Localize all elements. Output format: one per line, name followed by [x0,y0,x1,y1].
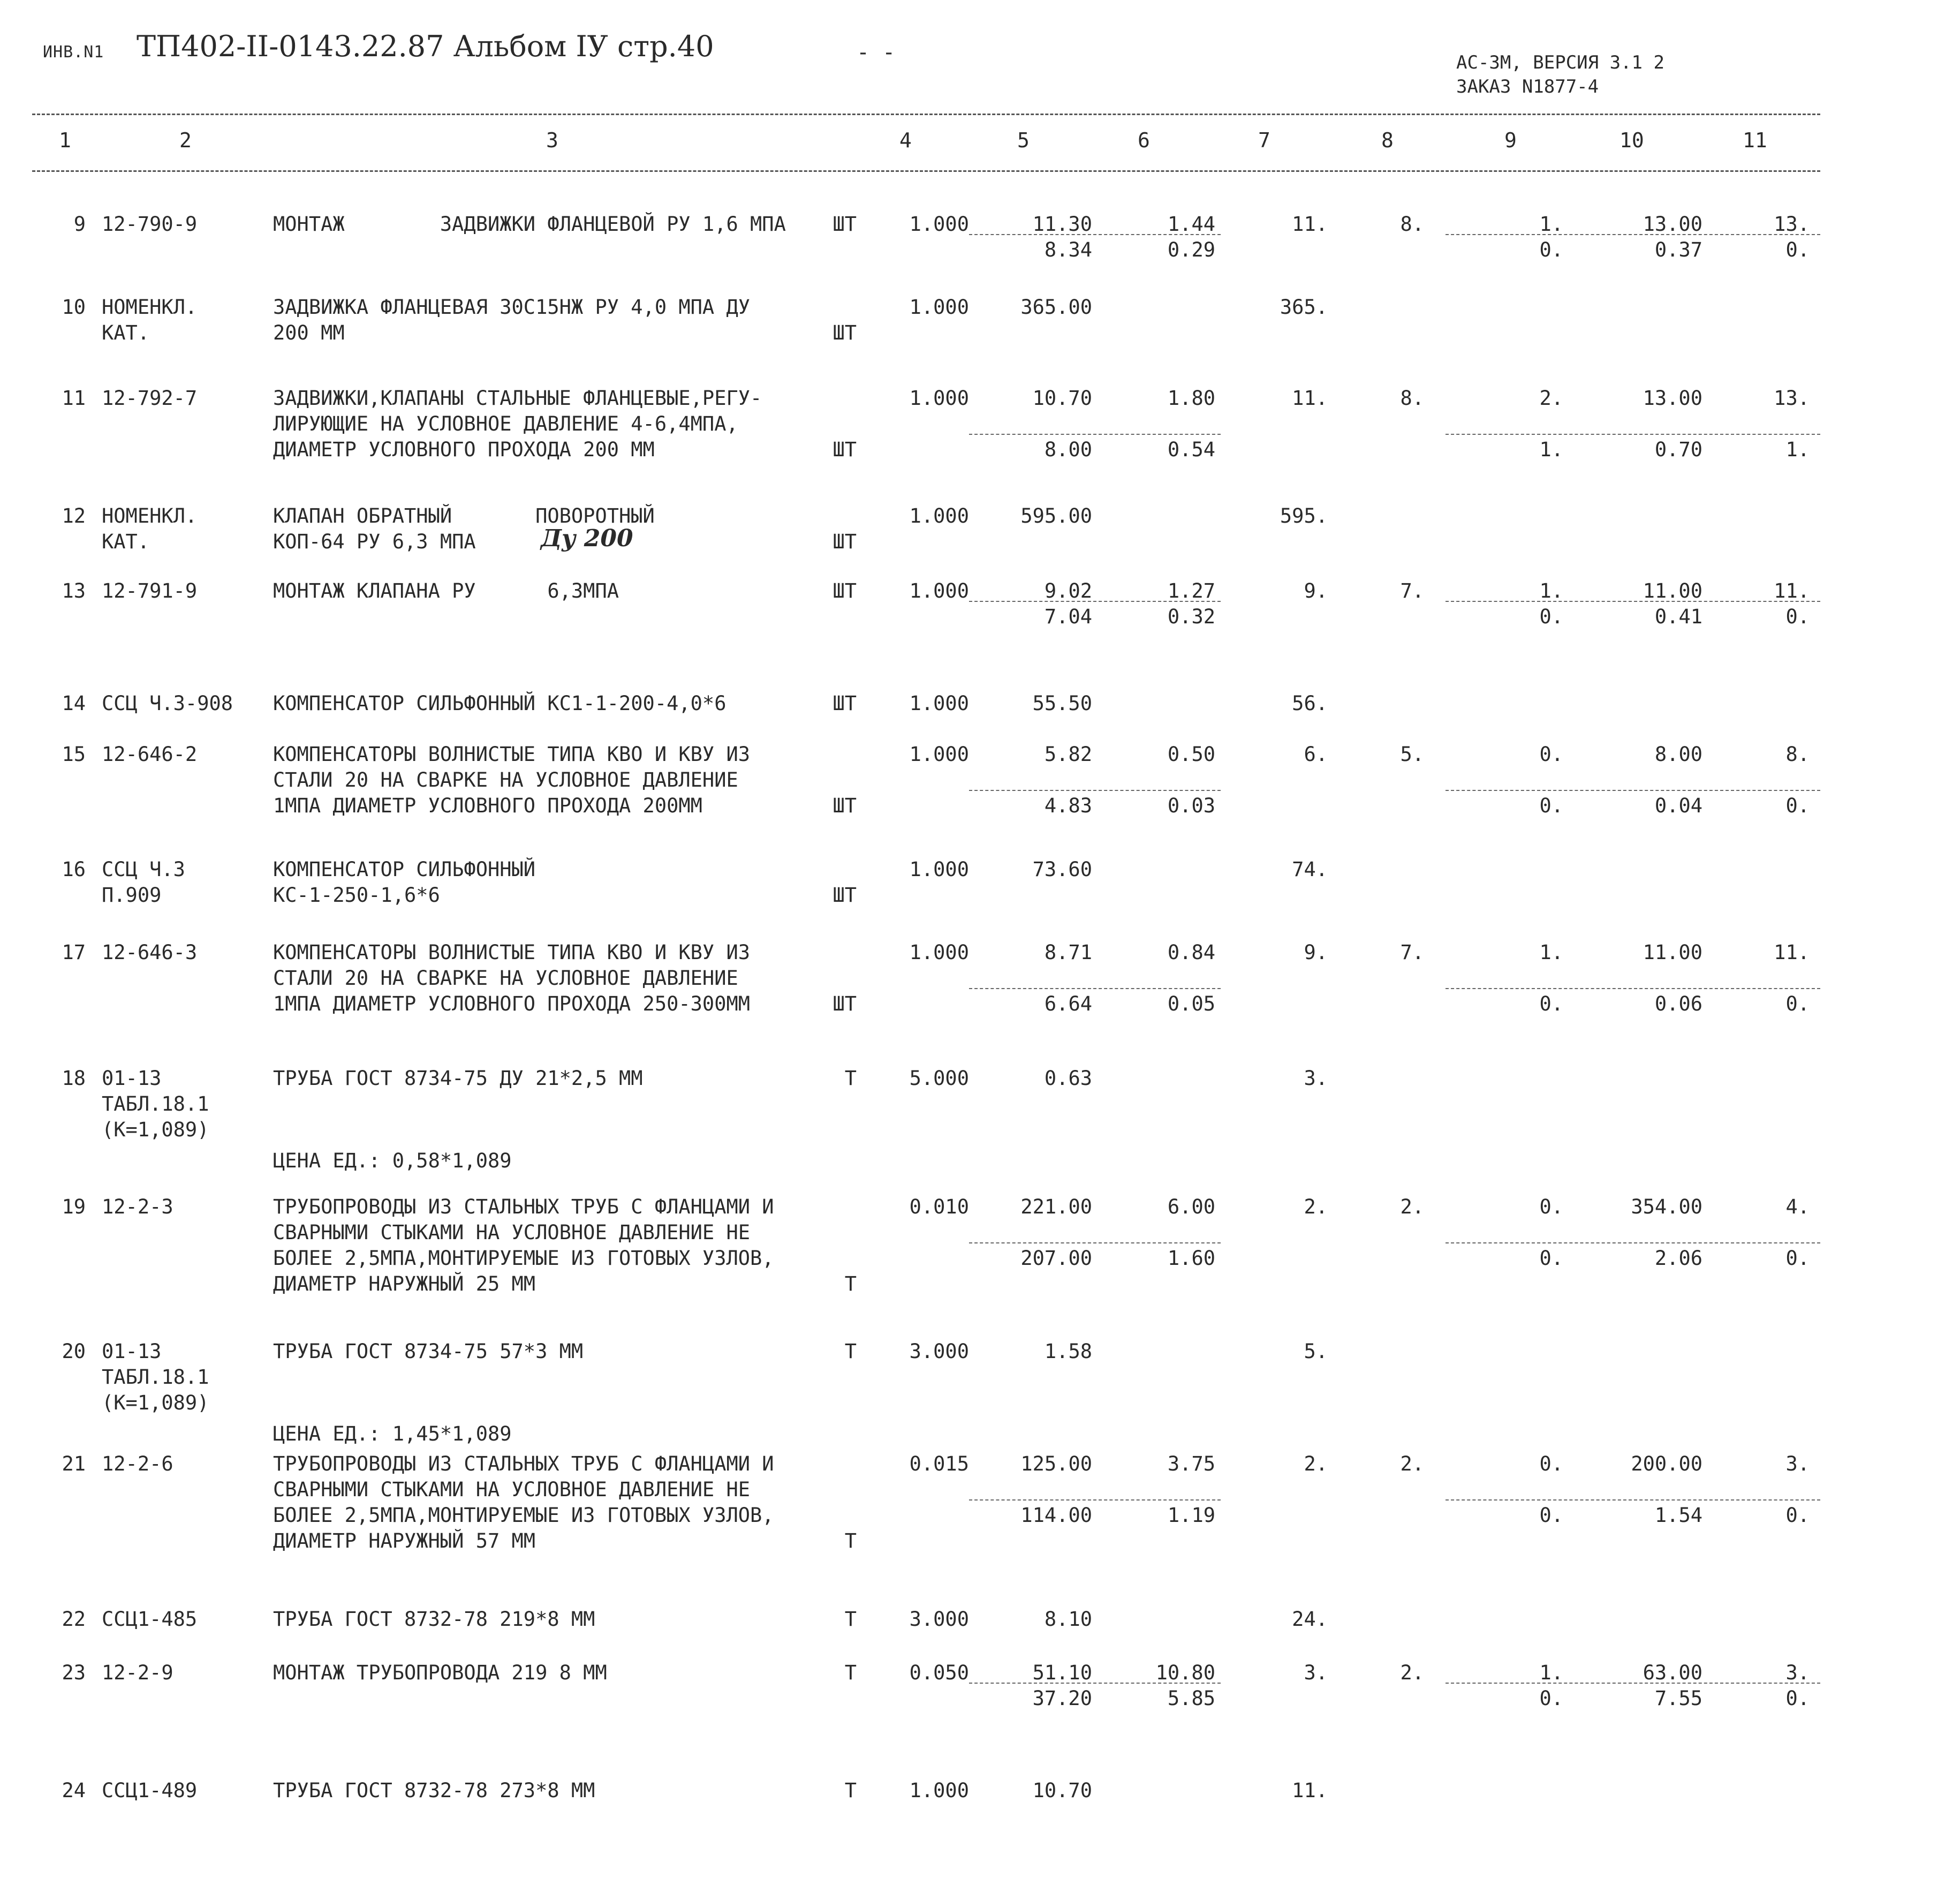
row-quantity: 1.000 [909,1779,969,1802]
row-cost-machines: 1.44 [1167,213,1215,236]
subtotal-divider [969,434,1221,435]
row-code: 12-792-7 [102,387,198,410]
row-total-11-sub: 0. [1785,605,1810,628]
row-code: ТАБЛ.18.1 [102,1092,209,1115]
row-total-11: 13. [1774,213,1810,236]
row-code: ССЦ Ч.3-908 [102,692,233,715]
row-number: 22 [62,1608,86,1631]
row-total-9: 0. [1539,1452,1563,1475]
subtotal-divider [1446,790,1820,791]
row-total-11: 3. [1785,1661,1810,1684]
row-cost-total: 73.60 [1032,858,1092,881]
row-quantity: 1.000 [909,941,969,964]
row-name: ТРУБОПРОВОДЫ ИЗ СТАЛЬНЫХ ТРУБ С ФЛАНЦАМИ И [273,1195,774,1218]
row-total-9: 1. [1539,941,1563,964]
row-name: СВАРНЫМИ СТЫКАМИ НА УСЛОВНОЕ ДАВЛЕНИЕ НЕ [273,1478,751,1501]
row-unit: ШТ [833,579,857,602]
subtotal-divider [969,1499,1221,1501]
row-quantity: 0.010 [909,1195,969,1218]
row-total-10-sub: 0.70 [1654,438,1702,461]
row-unit: ШТ [833,992,857,1015]
row-cost-machines: 0.84 [1167,941,1215,964]
row-total-11-sub: 0. [1785,794,1810,817]
system-version: АС-3М, ВЕРСИЯ 3.1 2 [1456,52,1664,73]
row-total-9: 1. [1539,213,1563,236]
row-total-10-sub: 0.37 [1654,238,1702,261]
row-name: БОЛЕЕ 2,5МПА,МОНТИРУЕМЫЕ ИЗ ГОТОВЫХ УЗЛОВ, [273,1247,774,1270]
row-name: ЛИРУЮЩИЕ НА УСЛОВНОЕ ДАВЛЕНИЕ 4-6,4МПА, [273,412,738,435]
row-quantity: 1.000 [909,213,969,236]
row-name: МОНТАЖ ТРУБОПРОВОДА 219 8 ММ [273,1661,607,1684]
row-total-7: 2. [1304,1452,1328,1475]
row-quantity: 1.000 [909,387,969,410]
row-wage-cost: 37.20 [1032,1687,1092,1710]
row-number: 16 [62,858,86,881]
subtotal-divider [969,988,1221,989]
table-row [0,1778,1960,1885]
row-code: 12-646-3 [102,941,198,964]
col-num-8: 8 [1381,129,1394,152]
row-total-9: 2. [1539,387,1563,410]
row-wage-cost: 4.83 [1044,794,1092,817]
col-num-3: 3 [546,129,558,152]
row-code: 12-2-3 [102,1195,173,1218]
row-total-7: 2. [1304,1195,1328,1218]
row-quantity: 3.000 [909,1340,969,1363]
row-total-10-sub: 0.41 [1654,605,1702,628]
col-num-2: 2 [179,129,192,152]
row-total-9-sub: 0. [1539,1247,1563,1270]
row-total-7: 24. [1292,1608,1328,1631]
row-name: ЗАДВИЖКИ,КЛАПАНЫ СТАЛЬНЫЕ ФЛАНЦЕВЫЕ,РЕГУ- [273,387,762,410]
subtotal-divider [1446,434,1820,435]
row-unit: Т [844,1272,857,1295]
row-total-10-sub: 7.55 [1654,1687,1702,1710]
inventory-label: ИНВ.N1 [43,43,104,62]
row-cost-total: 0.63 [1044,1067,1092,1090]
row-total-11-sub: 1. [1785,438,1810,461]
row-quantity: 5.000 [909,1067,969,1090]
row-name: ДИАМЕТР НАРУЖНЫЙ 57 ММ [273,1529,536,1552]
row-total-9-sub: 0. [1539,238,1563,261]
col-num-9: 9 [1504,129,1517,152]
row-number: 17 [62,941,86,964]
row-total-11-sub: 0. [1785,992,1810,1015]
row-cost-total: 1.58 [1044,1340,1092,1363]
row-name: ТРУБА ГОСТ 8732-78 273*8 ММ [273,1779,595,1802]
row-total-10: 13.00 [1643,387,1702,410]
row-total-10: 11.00 [1643,941,1702,964]
row-unit: Т [844,1779,857,1802]
row-name: КЛАПАН ОБРАТНЫЙ ПОВОРОТНЫЙ [273,504,655,527]
table-row [0,1066,1960,1173]
row-unit: Т [844,1608,857,1631]
table-row [0,1194,1960,1301]
row-unit: Т [844,1067,857,1090]
row-cost-total: 595.00 [1020,504,1092,527]
row-cost-machines: 0.50 [1167,743,1215,766]
table-row [0,1339,1960,1446]
row-total-9-sub: 0. [1539,992,1563,1015]
row-quantity: 1.000 [909,743,969,766]
row-total-11: 11. [1774,941,1810,964]
row-code: 12-791-9 [102,579,198,602]
row-wage-cost: 207.00 [1020,1247,1092,1270]
table-row [0,386,1960,493]
row-total-7: 11. [1292,1779,1328,1802]
col-num-11: 11 [1743,129,1767,152]
subtotal-divider [969,1242,1221,1243]
row-code: 01-13 [102,1340,162,1363]
row-name: КОМПЕНСАТОР СИЛЬФОННЫЙ КС1-1-200-4,0*6 [273,692,727,715]
row-code: ТАБЛ.18.1 [102,1366,209,1389]
row-cost-machines: 6.00 [1167,1195,1215,1218]
row-code: (К=1,089) [102,1391,209,1414]
row-total-9: 1. [1539,579,1563,602]
subtotal-divider [1446,988,1820,989]
row-code: (К=1,089) [102,1118,209,1141]
row-code: НОМЕНКЛ. [102,504,198,527]
row-cost-total: 10.70 [1032,1779,1092,1802]
subtotal-divider [1446,1499,1820,1501]
row-wage-machines: 0.05 [1167,992,1215,1015]
row-total-9-sub: 1. [1539,438,1563,461]
row-total-11-sub: 0. [1785,1687,1810,1710]
row-number: 14 [62,692,86,715]
subtotal-divider [969,790,1221,791]
row-quantity: 1.000 [909,858,969,881]
row-total-8: 5. [1400,743,1424,766]
subtotal-divider [969,1683,1221,1684]
row-total-9-sub: 0. [1539,794,1563,817]
order-number: ЗАКАЗ N1877-4 [1456,76,1599,97]
row-unit: ШТ [833,438,857,461]
row-total-8: 2. [1400,1195,1424,1218]
row-name: ТРУБОПРОВОДЫ ИЗ СТАЛЬНЫХ ТРУБ С ФЛАНЦАМИ И [273,1452,774,1475]
unit-price-note: ЦЕНА ЕД.: 0,58*1,089 [273,1149,512,1172]
row-total-9-sub: 0. [1539,605,1563,628]
row-name: КОМПЕНСАТОР СИЛЬФОННЫЙ [273,858,536,881]
row-cost-total: 5.82 [1044,743,1092,766]
row-name: КОМПЕНСАТОРЫ ВОЛНИСТЫЕ ТИПА КВО И КВУ ИЗ [273,941,751,964]
row-cost-total: 51.10 [1032,1661,1092,1684]
row-total-10: 354.00 [1631,1195,1702,1218]
dash-marks: - - [857,40,896,65]
row-unit: ШТ [833,213,857,236]
row-name: ТРУБА ГОСТ 8732-78 219*8 ММ [273,1608,595,1631]
row-name: 200 ММ [273,321,345,344]
row-total-9-sub: 0. [1539,1687,1563,1710]
row-wage-cost: 114.00 [1020,1504,1092,1527]
row-total-8: 7. [1400,941,1424,964]
row-wage-machines: 1.19 [1167,1504,1215,1527]
row-number: 24 [62,1779,86,1802]
row-wage-machines: 0.32 [1167,605,1215,628]
row-wage-machines: 1.60 [1167,1247,1215,1270]
subtotal-divider [969,234,1221,235]
row-total-8: 8. [1400,213,1424,236]
row-unit: ШТ [833,530,857,553]
row-name: КС-1-250-1,6*6 [273,884,440,907]
row-code: КАТ. [102,530,150,553]
row-code: 12-790-9 [102,213,198,236]
row-total-11: 11. [1774,579,1810,602]
row-total-11-sub: 0. [1785,238,1810,261]
row-unit: ШТ [833,692,857,715]
row-total-7: 3. [1304,1661,1328,1684]
row-total-7: 9. [1304,579,1328,602]
row-name: ДИАМЕТР УСЛОВНОГО ПРОХОДА 200 ММ [273,438,655,461]
row-cost-total: 365.00 [1020,296,1092,319]
row-wage-cost: 8.34 [1044,238,1092,261]
row-code: 01-13 [102,1067,162,1090]
row-name: БОЛЕЕ 2,5МПА,МОНТИРУЕМЫЕ ИЗ ГОТОВЫХ УЗЛОВ, [273,1504,774,1527]
row-cost-machines: 1.27 [1167,579,1215,602]
row-quantity: 1.000 [909,692,969,715]
row-wage-cost: 6.64 [1044,992,1092,1015]
row-number: 19 [62,1195,86,1218]
row-quantity: 3.000 [909,1608,969,1631]
row-name: СТАЛИ 20 НА СВАРКЕ НА УСЛОВНОЕ ДАВЛЕНИЕ [273,768,738,791]
col-num-6: 6 [1138,129,1150,152]
row-total-7: 74. [1292,858,1328,881]
row-unit: ШТ [833,884,857,907]
row-total-11: 4. [1785,1195,1810,1218]
row-total-7: 56. [1292,692,1328,715]
row-unit: ШТ [833,794,857,817]
document-title: ТП402-II-0143.22.87 Альбом IУ стр.40 [137,29,714,63]
row-total-11-sub: 0. [1785,1247,1810,1270]
row-total-9: 0. [1539,743,1563,766]
row-total-9-sub: 0. [1539,1504,1563,1527]
row-name: МОНТАЖ КЛАПАНА РУ 6,3МПА [273,579,619,602]
row-total-7: 365. [1280,296,1328,319]
table-row [0,940,1960,1047]
row-total-11: 3. [1785,1452,1810,1475]
col-num-5: 5 [1017,129,1030,152]
row-total-10-sub: 0.04 [1654,794,1702,817]
row-code: 12-2-9 [102,1661,173,1684]
row-total-9: 1. [1539,1661,1563,1684]
row-quantity: 1.000 [909,579,969,602]
row-name: 1МПА ДИАМЕТР УСЛОВНОГО ПРОХОДА 250-300ММ [273,992,751,1015]
row-name: КОМПЕНСАТОРЫ ВОЛНИСТЫЕ ТИПА КВО И КВУ ИЗ [273,743,751,766]
row-number: 9 [73,213,86,236]
subtotal-divider [969,601,1221,602]
row-total-11: 8. [1785,743,1810,766]
row-code: ССЦ Ч.3 [102,858,185,881]
row-cost-machines: 10.80 [1155,1661,1215,1684]
row-cost-total: 125.00 [1020,1452,1092,1475]
table-row [0,1451,1960,1558]
col-num-10: 10 [1620,129,1644,152]
row-cost-total: 221.00 [1020,1195,1092,1218]
row-quantity: 1.000 [909,296,969,319]
row-name: СВАРНЫМИ СТЫКАМИ НА УСЛОВНОЕ ДАВЛЕНИЕ НЕ [273,1221,751,1244]
row-number: 15 [62,743,86,766]
row-code: КАТ. [102,321,150,344]
row-number: 13 [62,579,86,602]
row-wage-machines: 5.85 [1167,1687,1215,1710]
row-unit: Т [844,1529,857,1552]
row-total-8: 2. [1400,1661,1424,1684]
row-total-7: 11. [1292,387,1328,410]
row-number: 23 [62,1661,86,1684]
handwritten-note: Ду 200 [541,525,633,552]
row-code: 12-2-6 [102,1452,173,1475]
row-code: НОМЕНКЛ. [102,296,198,319]
row-name: ТРУБА ГОСТ 8734-75 ДУ 21*2,5 ММ [273,1067,643,1090]
row-total-11-sub: 0. [1785,1504,1810,1527]
row-unit: Т [844,1340,857,1363]
subtotal-divider [1446,601,1820,602]
row-total-7: 11. [1292,213,1328,236]
row-code: ССЦ1-485 [102,1608,198,1631]
row-wage-machines: 0.03 [1167,794,1215,817]
row-wage-machines: 0.29 [1167,238,1215,261]
row-number: 21 [62,1452,86,1475]
row-number: 10 [62,296,86,319]
row-wage-machines: 0.54 [1167,438,1215,461]
row-quantity: 1.000 [909,504,969,527]
row-cost-total: 9.02 [1044,579,1092,602]
row-total-8: 2. [1400,1452,1424,1475]
row-total-11: 13. [1774,387,1810,410]
row-unit: ШТ [833,321,857,344]
row-total-10: 63.00 [1643,1661,1702,1684]
col-num-7: 7 [1258,129,1270,152]
row-quantity: 0.050 [909,1661,969,1684]
row-total-10-sub: 2.06 [1654,1247,1702,1270]
row-wage-cost: 8.00 [1044,438,1092,461]
row-cost-machines: 3.75 [1167,1452,1215,1475]
unit-price-note: ЦЕНА ЕД.: 1,45*1,089 [273,1422,512,1445]
row-cost-total: 11.30 [1032,213,1092,236]
row-total-10-sub: 0.06 [1654,992,1702,1015]
row-name: КОП-64 РУ 6,3 МПА [273,530,476,553]
row-total-10: 13.00 [1643,213,1702,236]
row-number: 20 [62,1340,86,1363]
row-number: 11 [62,387,86,410]
row-total-8: 7. [1400,579,1424,602]
subtotal-divider [1446,1242,1820,1243]
row-name: СТАЛИ 20 НА СВАРКЕ НА УСЛОВНОЕ ДАВЛЕНИЕ [273,967,738,990]
row-cost-total: 10.70 [1032,387,1092,410]
row-name: ЗАДВИЖКА ФЛАНЦЕВАЯ 30С15НЖ РУ 4,0 МПА ДУ [273,296,751,319]
row-cost-total: 8.71 [1044,941,1092,964]
row-quantity: 0.015 [909,1452,969,1475]
row-unit: Т [844,1661,857,1684]
row-total-10-sub: 1.54 [1654,1504,1702,1527]
col-num-4: 4 [899,129,912,152]
row-cost-total: 55.50 [1032,692,1092,715]
row-name: 1МПА ДИАМЕТР УСЛОВНОГО ПРОХОДА 200ММ [273,794,702,817]
row-total-9: 0. [1539,1195,1563,1218]
row-total-8: 8. [1400,387,1424,410]
row-wage-cost: 7.04 [1044,605,1092,628]
subtotal-divider [1446,234,1820,235]
row-total-10: 8.00 [1654,743,1702,766]
table-row [0,742,1960,849]
row-total-7: 3. [1304,1067,1328,1090]
row-total-10: 11.00 [1643,579,1702,602]
row-total-10: 200.00 [1631,1452,1702,1475]
table-row [0,1660,1960,1767]
row-cost-machines: 1.80 [1167,387,1215,410]
subtotal-divider [1446,1683,1820,1684]
row-code: ССЦ1-489 [102,1779,198,1802]
row-code: П.909 [102,884,162,907]
row-name: ТРУБА ГОСТ 8734-75 57*3 ММ [273,1340,584,1363]
row-name: ДИАМЕТР НАРУЖНЫЙ 25 ММ [273,1272,536,1295]
row-total-7: 5. [1304,1340,1328,1363]
row-number: 18 [62,1067,86,1090]
col-num-1: 1 [59,129,71,152]
row-total-7: 6. [1304,743,1328,766]
row-code: 12-646-2 [102,743,198,766]
row-cost-total: 8.10 [1044,1608,1092,1631]
row-total-7: 9. [1304,941,1328,964]
row-name: МОНТАЖ ЗАДВИЖКИ ФЛАНЦЕВОЙ РУ 1,6 МПА [273,213,786,236]
table-row [0,578,1960,685]
row-number: 12 [62,504,86,527]
row-total-7: 595. [1280,504,1328,527]
